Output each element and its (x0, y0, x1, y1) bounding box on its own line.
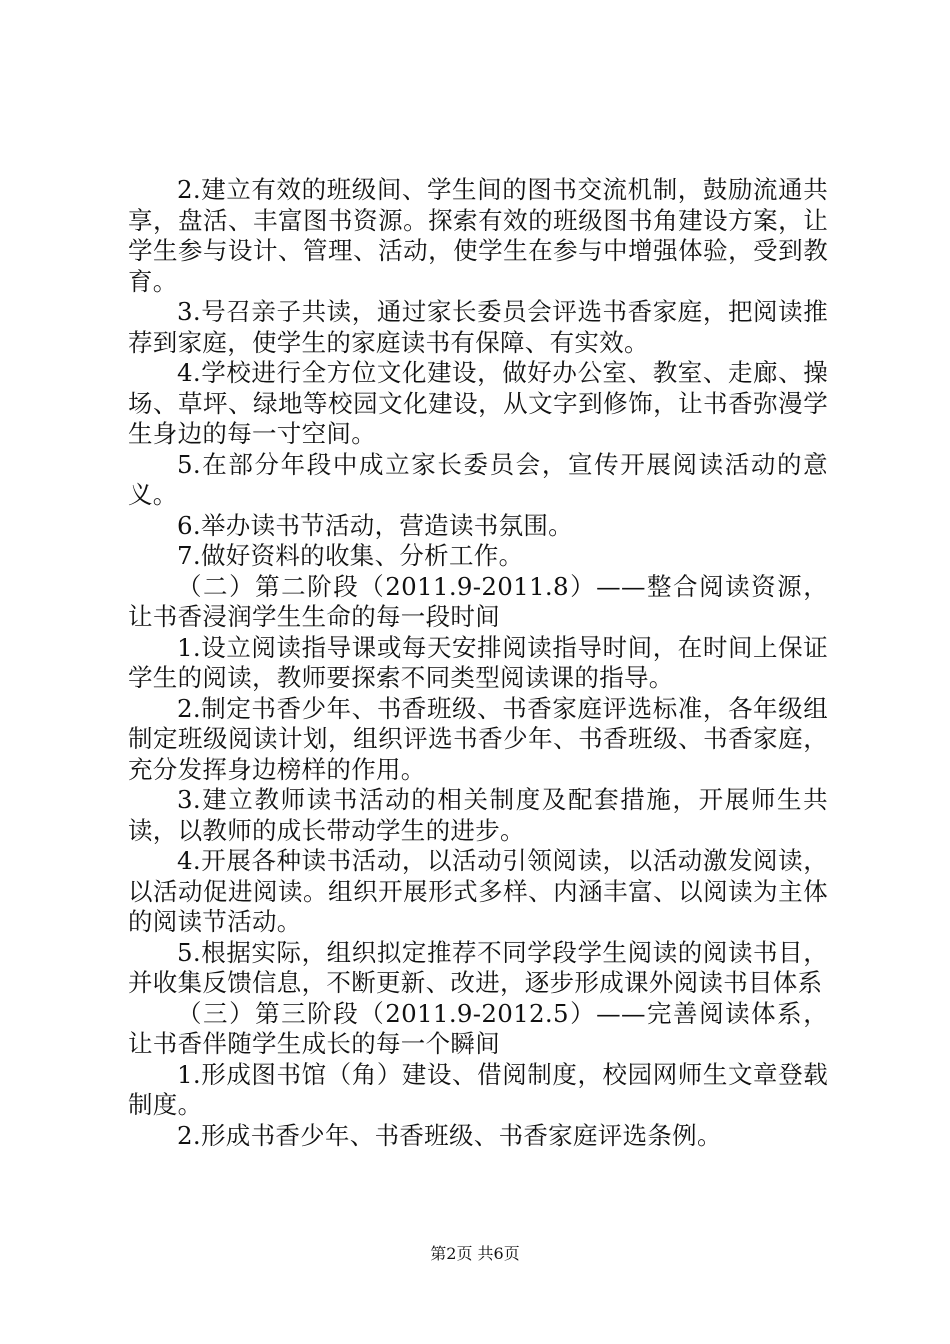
paragraph-item-6-reading-festival: 6.举办读书节活动，营造读书氛围。 (177, 510, 573, 540)
paragraph-item-1-guidance-class: 1.设立阅读指导课或每天安排阅读指导时间，在时间上保证学生的阅读，教师要探索不同类型阅读课的指导。 (128, 632, 828, 692)
paragraph-item-7-materials: 7.做好资料的收集、分析工作。 (177, 541, 524, 570)
paragraph-item-2-exchange: 2.建立有效的班级间、学生间的图书交流机制，鼓励流通共享，盘活、丰富图书资源。探索有效的班级图书角建设方案，让学生参与设计、管理、活动，使学生在参与中增强体验，受到教育。 (128, 175, 828, 296)
document-body (128, 175, 828, 1151)
paragraph-item-4-reading-activities: 4.开展各种读书活动，以活动引领阅读，以活动激发阅读，以活动促进阅读。组织开展形式多样、内涵丰富、以阅读为主体的阅读节活动。 (128, 846, 828, 936)
paragraph-item-2-evaluation-rules: 2.形成书香少年、书香班级、书香家庭评选条例。 (177, 1120, 722, 1150)
page-footer: 第2页 共6页 (430, 1244, 520, 1263)
paragraph-item-1-library-system: 1.形成图书馆（角）建设、借阅制度，校园网师生文章登载制度。 (128, 1059, 828, 1119)
paragraph-item-5-parent-committee: 5.在部分年段中成立家长委员会，宣传开展阅读活动的意义。 (128, 449, 828, 509)
paragraph-item-2-evaluation-standards: 2.制定书香少年、书香班级、书香家庭评选标准，各年级组制定班级阅读计划，组织评选书香少年、书香班级、书香家庭，充分发挥身边榜样的作用。 (128, 693, 828, 784)
paragraph-item-5-book-list: 5.根据实际，组织拟定推荐不同学段学生阅读的阅读书目，并收集反馈信息，不断更新、改进，逐步形成课外阅读书目体系 (128, 937, 828, 997)
section-heading-stage-two: （二）第二阶段（2011.9-2011.8）——整合阅读资源，让书香浸润学生生命的每一段时间 (128, 571, 828, 631)
paragraph-item-3-teacher-reading: 3.建立教师读书活动的相关制度及配套措施，开展师生共读，以教师的成长带动学生的进步。 (128, 785, 828, 845)
section-heading-stage-three: （三）第三阶段（2011.9-2012.5）——完善阅读体系，让书香伴随学生成长的每一个瞬间 (128, 998, 828, 1058)
paragraph-item-4-campus-culture: 4.学校进行全方位文化建设，做好办公室、教室、走廊、操场、草坪、绿地等校园文化建设，从文字到修饰，让书香弥漫学生身边的每一寸空间。 (128, 358, 828, 448)
paragraph-item-3-family-reading: 3.号召亲子共读，通过家长委员会评选书香家庭，把阅读推荐到家庭，使学生的家庭读书有保障、有实效。 (128, 297, 828, 357)
